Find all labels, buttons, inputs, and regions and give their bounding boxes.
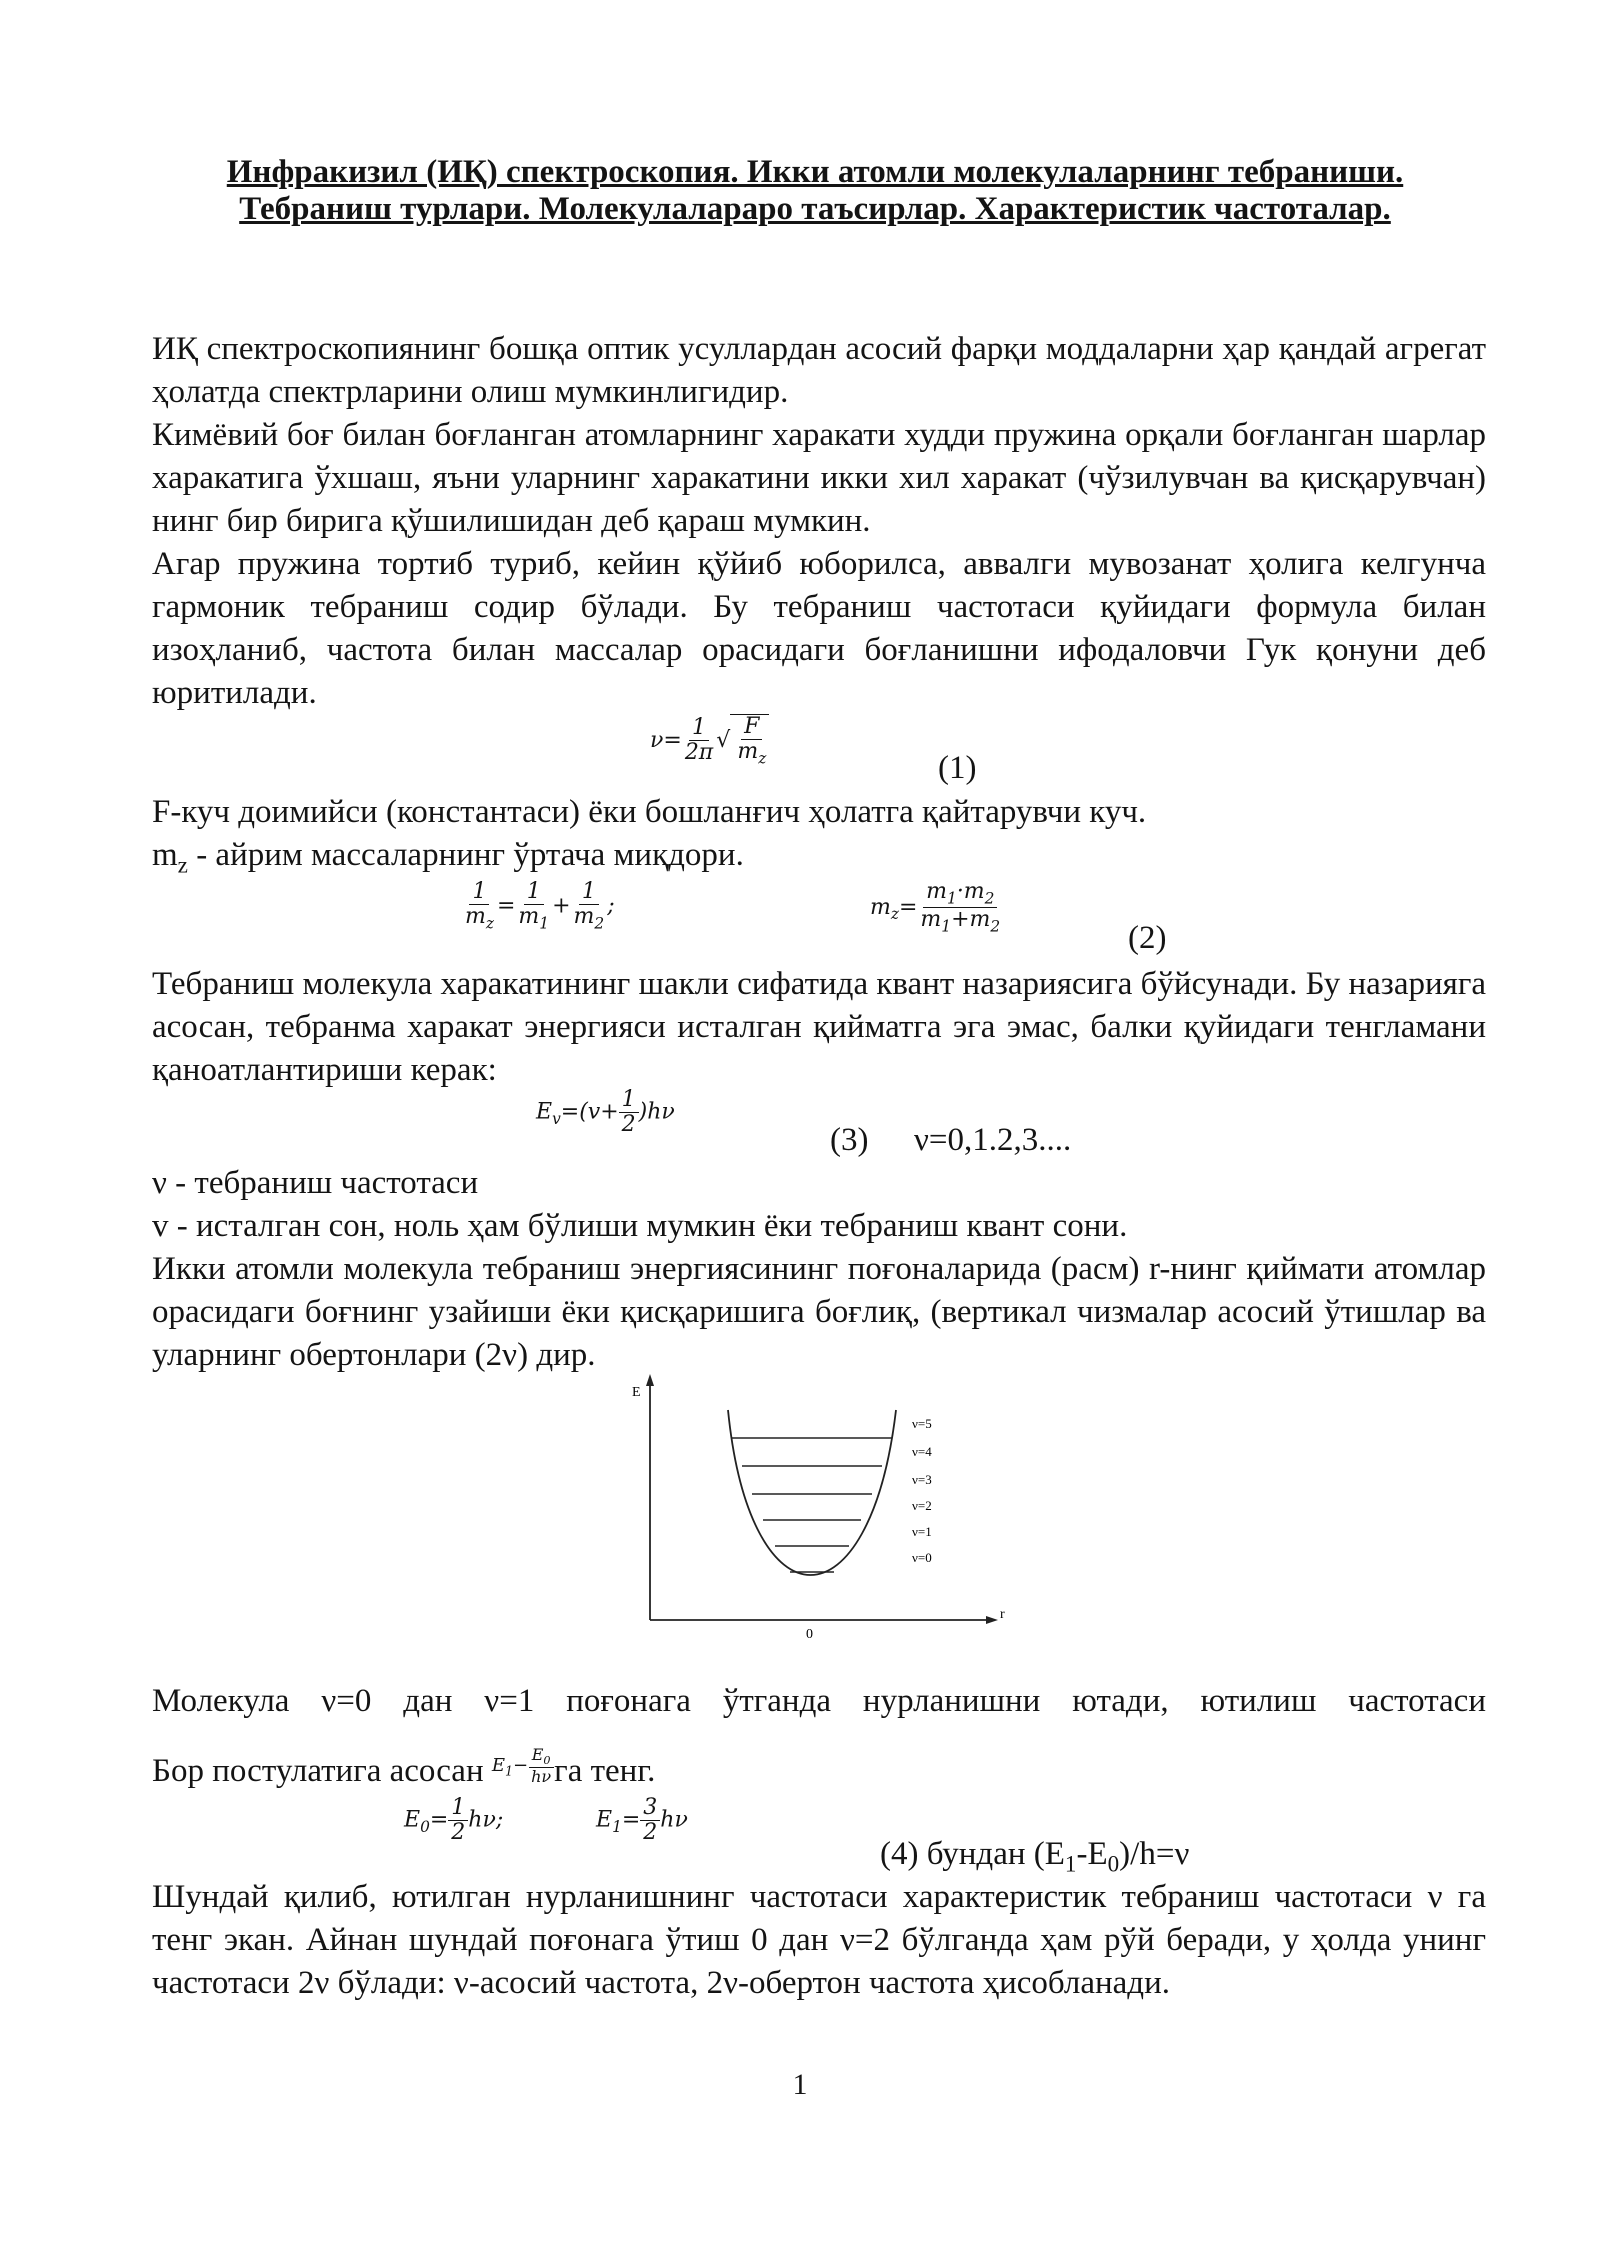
paragraph-7: Шундай қилиб, ютилган нурланишнинг частотаси характеристик тебраниш частотаси ν га тенг экан. Айнан шундай поғонага ўтиш 0 дан ν=2 бўлганда ҳам рўй беради, у ҳолда унинг частотаси 2ν бўлади: ν-асосий частота, 2ν-обертон частота ҳисобланади. [152,1879,1486,2001]
x-axis-arrow [986,1616,998,1624]
page-title: Инфракизил (ИҚ) спектроскопия. Икки атомли молекулаларнинг тебраниши. Тебраниш турлари. Молекулалараро таъсирлар. Характеристик частоталар. [226,154,1404,227]
formula-2a: $\frac{1}{m_z}$ = $\frac{1}{m_1}$ + $\frac{1}{m_2}$ ; [465,879,615,933]
paragraph-1: ИҚ спектроскопиянинг бошқа оптик усуллардан асосий фарқи моддаларни ҳар қандай агрегат ҳолатда спектрларини олиш мумкинлигидир. [152,331,1486,410]
equation-1-label: (1) [938,750,977,786]
paragraph-3: Агар пружина тортиб туриб, кейин қўйиб юборилса, аввалги мувозанат ҳолига келгунча гармоник тебраниш содир бўлади. Бу тебраниш частотаси қуйидаги формула билан изоҳланиб, частота билан массалар орасидаги боғланишни ифодаловчи Гук қонуни деб юритилади. [152,546,1486,711]
paragraph-6-line-1: Молекула ν=0 дан ν=1 поғонага ўтганда нурланишни ютади, ютилиш частотаси [152,1683,1486,1719]
mz-definition: $m_z$ - айрим массаларнинг ўртача миқдори. [152,837,744,878]
potential-curve [728,1410,896,1575]
formula-2b: $m_z=$ $\frac{m_1\cdot m_2}{m_1+m_2}$ [870,879,1001,936]
energy-level-label: ν=2 [912,1498,932,1513]
y-axis-arrow [646,1374,654,1386]
y-axis-label: E [632,1385,641,1400]
origin-label: 0 [806,1627,813,1642]
f-definition: F-куч доимийси (константаси) ёки бошланғич ҳолатга қайтарувчи куч. [152,794,1147,830]
paragraph-5: Икки атомли молекула тебраниш энергиясининг поғоналарида (расм) r-нинг қиймати атомлар орасидаги боғнинг узайиши ёки қисқаришига боғлиқ, (вертикал чизмалар асосий ўтишлар ва уларнинг обертонлари (2ν) дир. [152,1251,1486,1373]
formula-3: $E_v=(v+$ $\frac{1}{2}$ )hν [536,1087,675,1138]
v-definition: v - исталган сон, ноль ҳам бўлиши мумкин ёки тебраниш квант сони. [152,1208,1128,1244]
equation-3-label: (3) [830,1122,869,1158]
equation-2-label: (2) [1128,920,1167,956]
energy-levels [732,1416,932,1572]
energy-level-label: ν=5 [912,1416,932,1431]
formula-4a: $E_0=$ $\frac{1}{2}$ hν; [404,1795,504,1846]
energy-level-label: ν=0 [912,1550,932,1565]
paragraph-4: Тебраниш молекула харакатининг шакли сифатида квант назариясига бўйсунади. Бу назарияга асосан, тебранма харакат энергияси исталган қийматга эга эмас, балки қуйидаги тенгламани қаноатлантириши керак: [152,966,1486,1088]
page-number: 1 [792,2068,808,2101]
bohr-formula: E1− E0 hν [492,1755,554,1776]
formula-4b: $E_1=$ $\frac{3}{2}$ hν [596,1795,688,1846]
formula-1: ν= $\frac{1}{2\pi}$ √ $\frac{F}{m_z}$ [650,714,769,768]
x-axis-label: r [1000,1607,1005,1622]
energy-level-label: ν=1 [912,1524,932,1539]
energy-level-label: ν=3 [912,1472,932,1487]
equation-3-values: ν=0,1.2,3.... [914,1122,1072,1158]
paragraph-2: Кимёвий боғ билан боғланган атомларнинг харакати худди пружина орқали боғланган шарлар харакатига ўхшаш, яъни уларнинг харакатини икки хил харакат (чўзилувчан ва қисқарувчан) нинг бир бирига қўшилишидан деб қараш мумкин. [152,417,1486,539]
nu-definition: ν - тебраниш частотаси [152,1165,479,1201]
equation-4-label: (4) бундан $(E_1-E_0)/h=\nu$ [880,1836,1190,1877]
energy-level-label: ν=4 [912,1444,932,1459]
energy-level-diagram [620,1370,1020,1650]
paragraph-6-line-2: Бор постулатига асосан $^{E_1- \frac{E_0}{h\nu}}$ га тенг. [152,1744,656,1789]
